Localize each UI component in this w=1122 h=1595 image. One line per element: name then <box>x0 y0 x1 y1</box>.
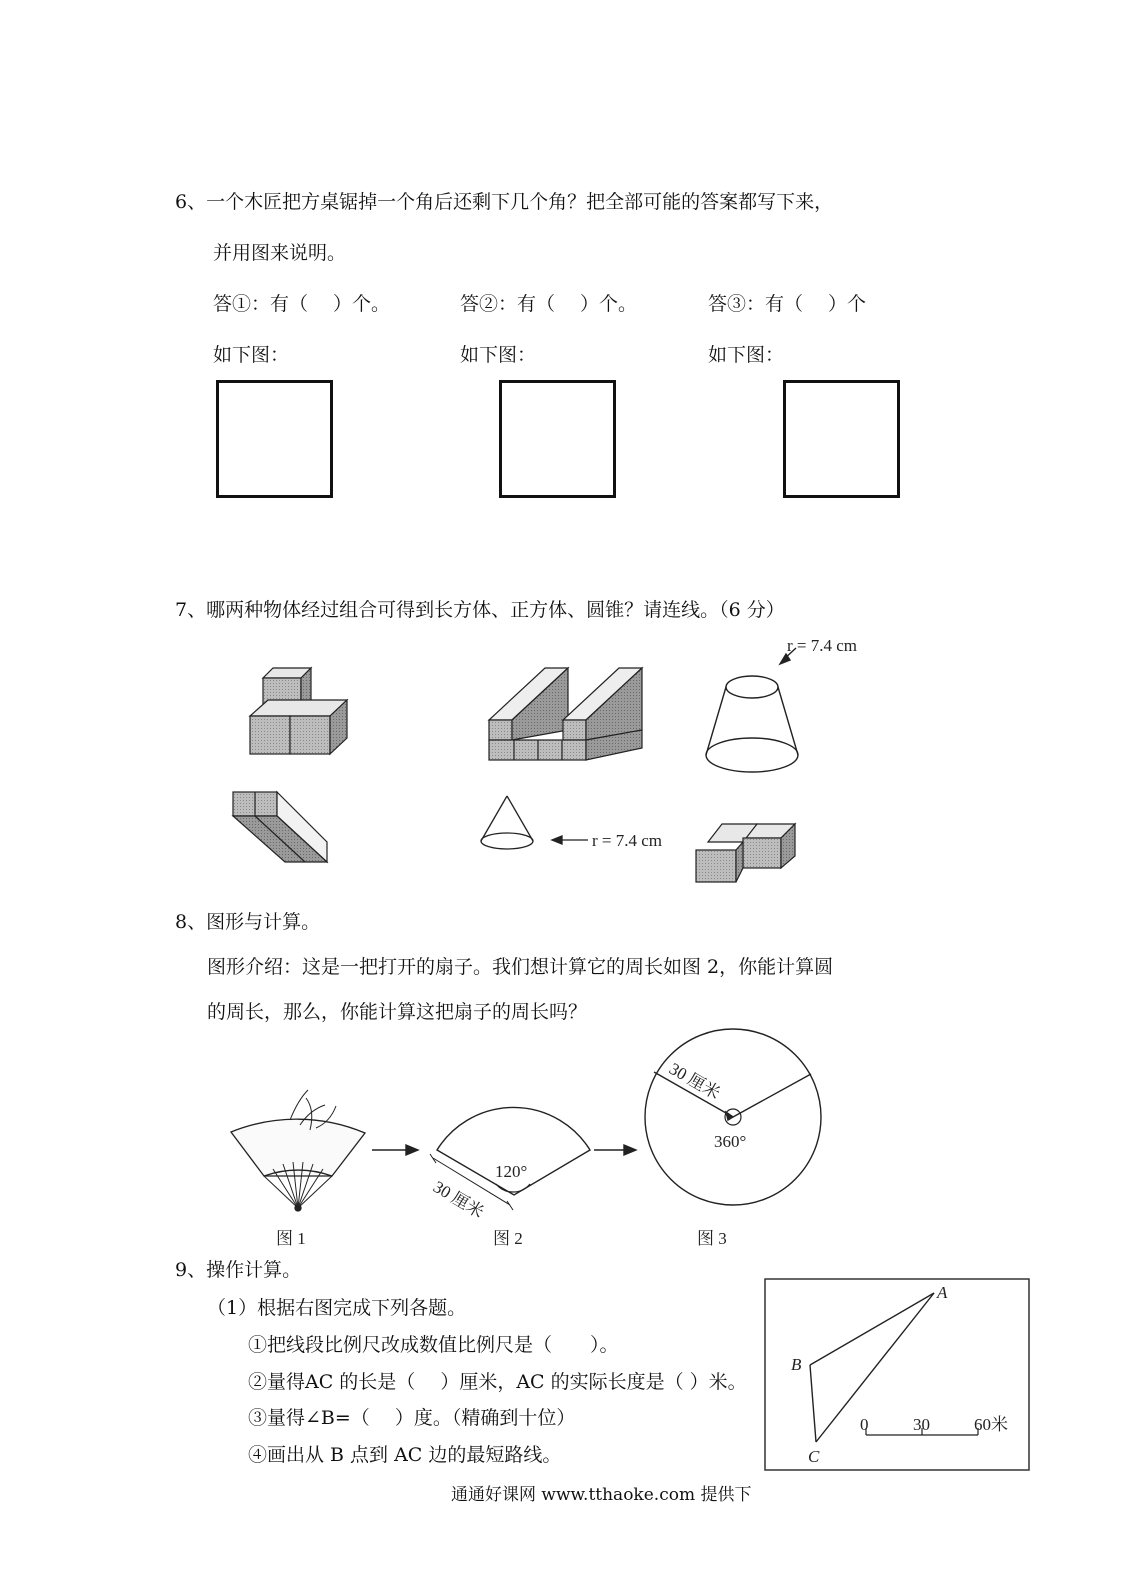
q9-item-4: ④画出从 B 点到 AC 边的最短路线。 <box>248 1444 562 1466</box>
q9-triangle-diagram <box>764 1278 1030 1472</box>
q9-point-a: A <box>937 1283 948 1302</box>
q7-radius-label-top: r = 7.4 cm <box>787 636 858 655</box>
q8-caption-fig1: 图 1 <box>276 1229 306 1248</box>
q9-sub1: （1）根据右图完成下列各题。 <box>207 1297 467 1319</box>
footer-text: 通通好课网 www.tthaoke.com 提供下 <box>451 1485 752 1505</box>
q8-fig3-length: 30 厘米 <box>666 1059 724 1104</box>
q7-question: 7、哪两种物体经过组合可得到长方体、正方体、圆锥？请连线。（6 分） <box>175 599 785 621</box>
q8-caption-fig3: 图 3 <box>697 1229 727 1248</box>
q7-slanted-bar <box>233 792 327 862</box>
q9-diagram-frame <box>765 1279 1029 1470</box>
q6-see-figure-3: 如下图： <box>708 344 785 366</box>
q6-answer-2: 答②：有（ ）个。 <box>460 293 638 315</box>
q8-question: 8、图形与计算。 <box>175 911 321 933</box>
q7-small-cone <box>481 796 588 849</box>
q8-fig2-angle: 120° <box>495 1162 528 1181</box>
q9-scale-tick-60: 60米 <box>974 1415 1008 1434</box>
q9-point-c: C <box>808 1447 820 1466</box>
q8-fig2-length: 30 厘米 <box>429 1177 488 1222</box>
q9-point-b: B <box>791 1355 802 1374</box>
q8-intro-line1: 图形介绍：这是一把打开的扇子。我们想计算它的周长如图 2，你能计算圆 <box>207 956 834 978</box>
q9-item-3: ③量得∠B=（ ）度。（精确到十位） <box>248 1407 576 1429</box>
q6-answer-3: 答③：有（ ）个 <box>708 293 867 315</box>
q7-frustum <box>706 648 798 772</box>
q7-long-bars <box>489 668 642 760</box>
q8-intro-line2: 的周长，那么，你能计算这把扇子的周长吗？ <box>207 1001 588 1023</box>
q8-figures <box>0 1030 1122 1260</box>
q8-arrow-2 <box>594 1145 636 1155</box>
q6-answer-1: 答①：有（ ）个。 <box>213 293 391 315</box>
q9-item-1: ①把线段比例尺改成数值比例尺是（ ）。 <box>248 1334 619 1356</box>
q9-scale-tick-30: 30 <box>913 1415 930 1434</box>
q9-item-2: ②量得AC 的长是（ ）厘米，AC 的实际长度是（ ）米。 <box>248 1371 747 1393</box>
q9-question: 9、操作计算。 <box>175 1259 302 1281</box>
q7-radius-label-bottom: r = 7.4 cm <box>592 831 663 850</box>
q6-question: 6、一个木匠把方桌锯掉一个角后还剩下几个角？把全部可能的答案都写下来， <box>175 191 834 213</box>
q8-arrow-1 <box>372 1145 418 1155</box>
q8-fan-figure <box>231 1090 365 1211</box>
q6-question-cont: 并用图来说明。 <box>213 242 347 264</box>
q6-square-3 <box>783 380 900 498</box>
q8-caption-fig2: 图 2 <box>493 1229 523 1248</box>
q6-see-figure-1: 如下图： <box>213 344 290 366</box>
q8-fig3-angle: 360° <box>714 1132 747 1151</box>
q6-square-1 <box>216 380 333 498</box>
q9-scale-tick-0: 0 <box>860 1415 869 1434</box>
q6-square-2 <box>499 380 616 498</box>
q7-shapes <box>0 620 1122 920</box>
q8-circle-figure <box>645 1029 821 1205</box>
q6-see-figure-2: 如下图： <box>460 344 537 366</box>
q7-cube-cluster-top <box>250 668 347 754</box>
q7-step-cubes <box>696 824 795 882</box>
